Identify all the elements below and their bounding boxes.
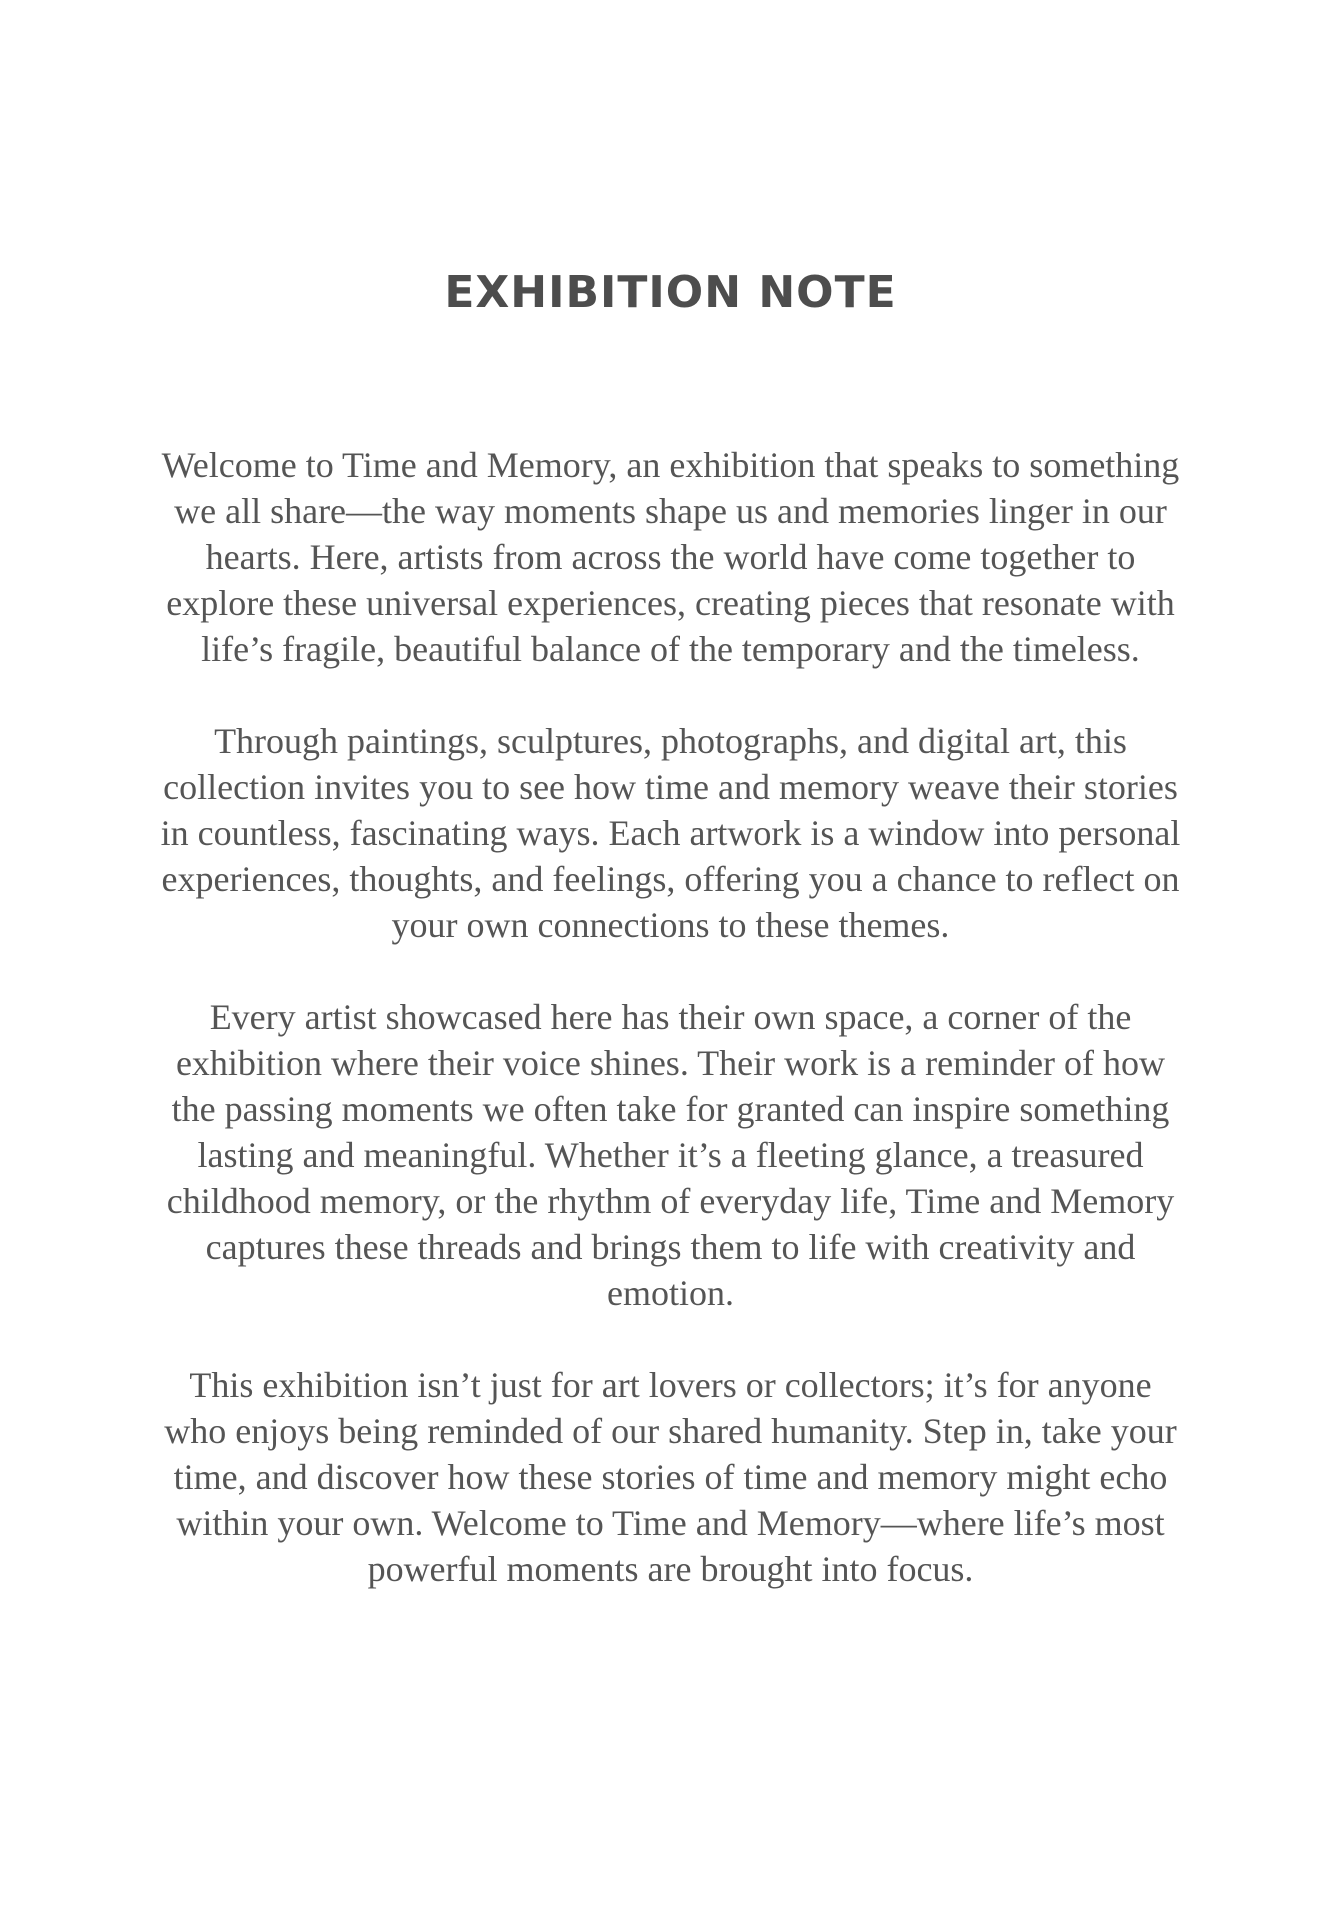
paragraph-artists: Every artist showcased here has their own space, a corner of the exhibition where their voice shines. Their work is a reminder of how the passing moments we often take for granted can inspire something lasting and meaningful. Whether it’s a fleeting glance, a treasured childhood memory, or the rhythm of everyday life, Time and Memory captures these threads and brings them to life with creativity and emotion. — [166, 997, 1175, 1313]
paragraph-invitation: This exhibition isn’t just for art lovers or collectors; it’s for anyone who enjoys being reminded of our shared humanity. Step in, take your time, and discover how these stories of time and memory might echo within your own. Welcome to Time and Memory—where life’s most powerful moments are brought into focus. — [164, 1365, 1177, 1589]
exhibition-note-body — [160, 442, 1181, 1638]
paragraph-collection: Through paintings, sculptures, photographs, and digital art, this collection invites you to see how time and memory weave their stories in countless, fascinating ways. Each artwork is a window into personal experiences, thoughts, and feelings, offering you a chance to reflect on your own connections to these themes. — [160, 721, 1181, 945]
page-title: EXHIBITION NOTE — [444, 267, 897, 318]
paragraph-welcome: Welcome to Time and Memory, an exhibition that speaks to something we all share—the way moments shape us and memories linger in our hearts. Here, artists from across the world have come together to explore these universal experiences, creating pieces that resonate with life’s fragile, beautiful balance of the temporary and the timeless. — [161, 445, 1180, 669]
